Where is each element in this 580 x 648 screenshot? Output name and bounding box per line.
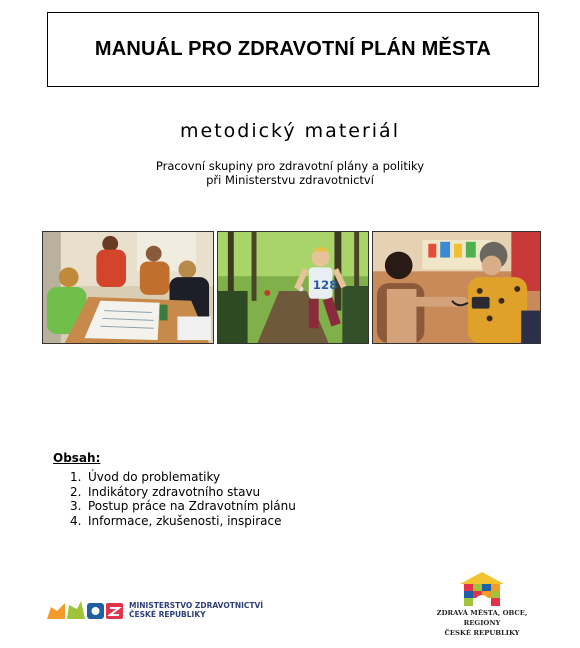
toc-item-label: Informace, zkušenosti, inspirace [88,513,282,528]
toc-heading: Obsah: [53,451,101,465]
ministry-logo-text [129,601,263,619]
healthy-cities-line-2: ČESKÉ REPUBLIKY [444,629,520,637]
table-of-contents [70,470,296,528]
title-box [47,12,539,87]
toc-item-number: 4. [70,513,82,528]
toc-item-number: 1. [70,470,82,484]
toc-item-number: 3. [70,499,82,514]
ministry-logo-icon [47,601,123,619]
photo-blood-pressure [372,231,541,344]
document-title: MANUÁL PRO ZDRAVOTNÍ PLÁN MĚSTA [94,38,492,60]
healthy-cities-logo [430,572,534,638]
house-icon [460,572,504,606]
ministry-logo-mark [47,601,123,619]
health-check-image [373,232,540,343]
healthy-cities-line-1: ZDRAVÁ MĚSTA, OBCE, REGIONY [436,609,528,627]
photo-workshop [42,231,214,344]
workgroup-text [0,159,580,187]
toc-item-number: 2. [70,484,82,499]
toc-item-label: Indikátory zdravotního stavu [88,484,261,499]
photo-running-child [217,231,369,344]
workgroup-line-1: Pracovní skupiny pro zdravotní plány a politiky [155,159,425,173]
ministry-logo [47,601,263,619]
toc-item [70,514,296,529]
runner-bib-number: 128 [312,277,338,292]
running-image [218,232,368,343]
workshop-image [43,232,213,343]
toc-item [70,470,296,485]
toc-item [70,485,296,500]
toc-item-label: Postup práce na Zdravotním plánu [88,499,296,514]
subtitle: metodický materiál [180,120,400,142]
toc-item [70,499,296,514]
ministry-name-line-1: MINISTERSTVO ZDRAVOTNICTVÍ [129,601,264,610]
toc-item-label: Úvod do problematiky [88,470,221,484]
workgroup-line-2: při Ministerstvu zdravotnictví [206,173,374,187]
ministry-name-line-2: ČESKÉ REPUBLIKY [129,610,206,619]
healthy-cities-text [430,608,534,638]
